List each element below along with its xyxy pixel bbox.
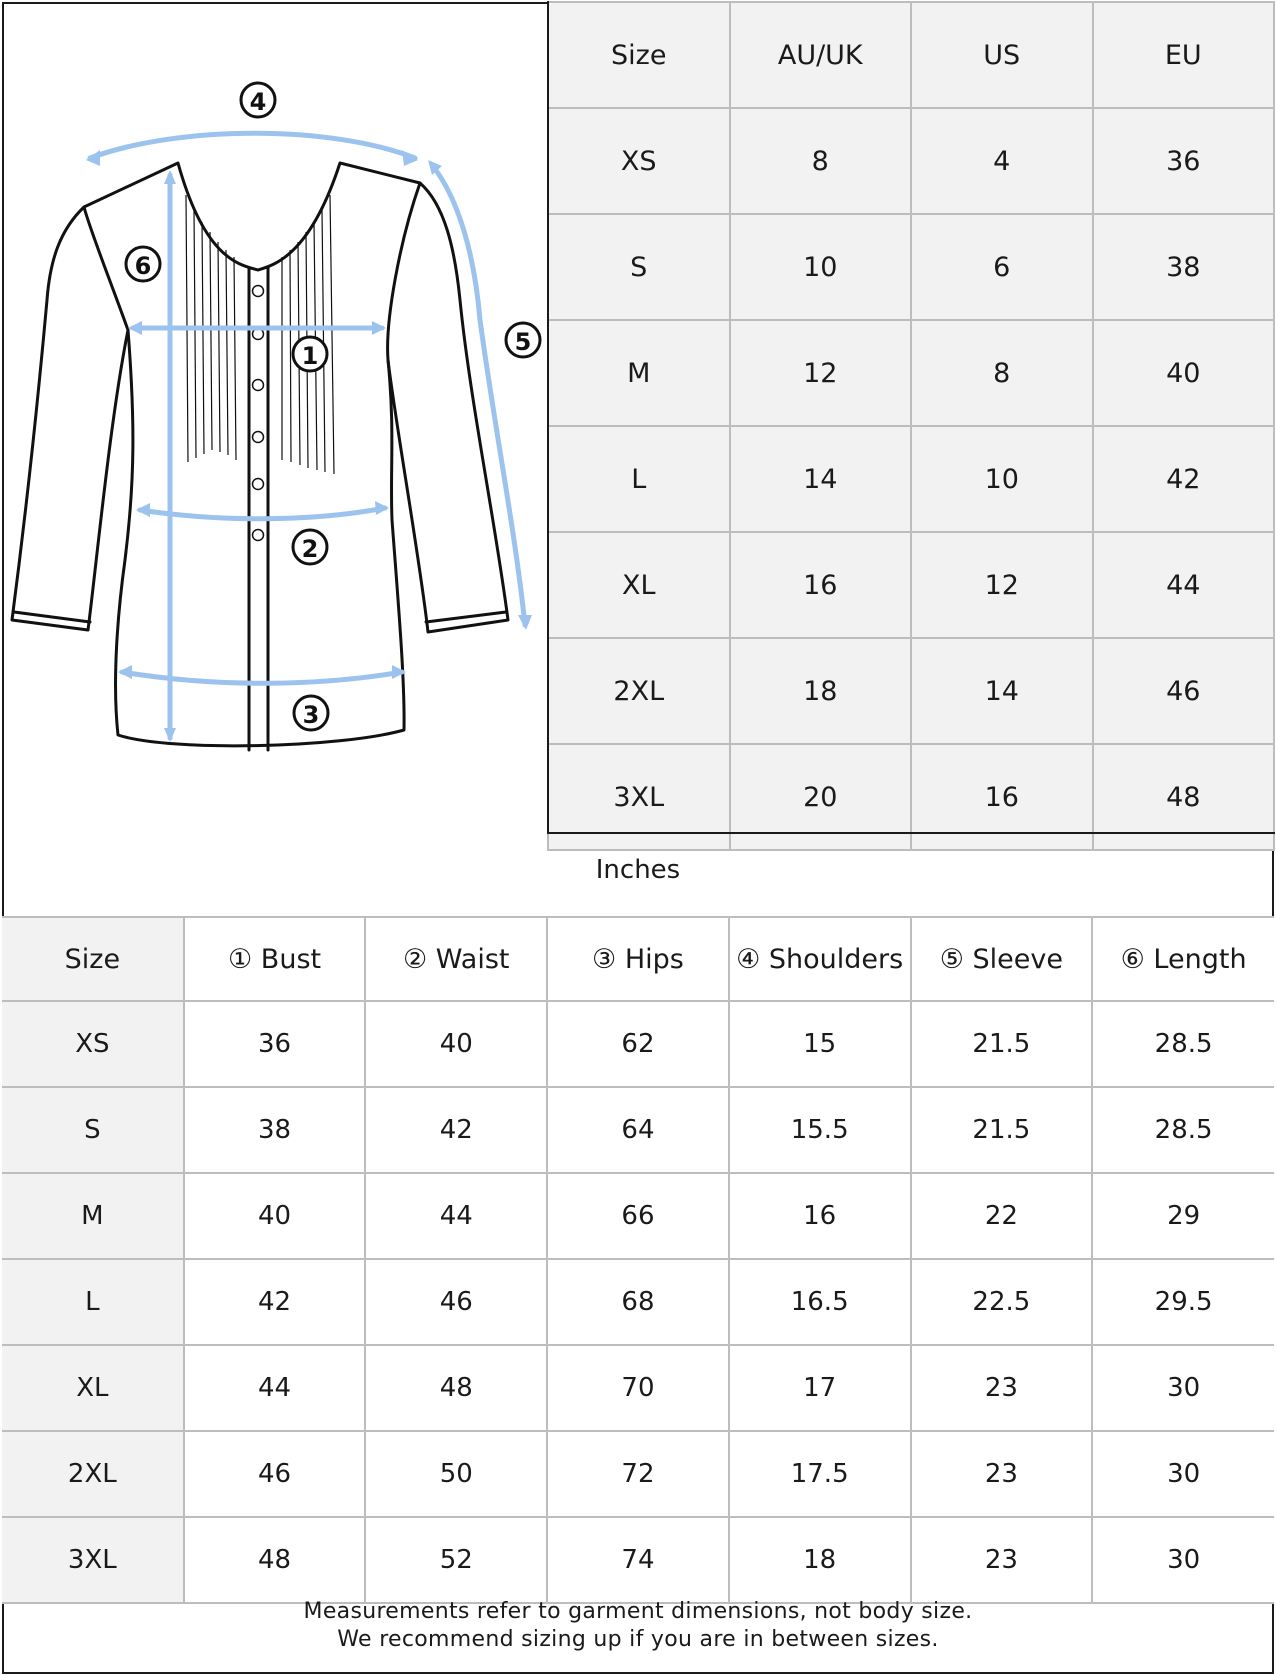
table-cell: 16	[729, 1173, 911, 1259]
marker-1-label: 1	[301, 342, 319, 370]
table-cell: 18	[729, 1517, 911, 1603]
table-cell: 16	[730, 532, 912, 638]
table-cell: 22	[911, 1173, 1093, 1259]
table-cell: 42	[1093, 426, 1275, 532]
header-cell: ② Waist	[365, 917, 547, 1001]
table-row	[548, 214, 1274, 320]
marker-3-label: 3	[302, 701, 320, 729]
buttons	[253, 286, 264, 541]
table-cell: 14	[911, 638, 1093, 744]
table-cell: 42	[184, 1259, 366, 1345]
marker-3	[294, 696, 328, 730]
size-cell: XL	[2, 1345, 184, 1431]
units-label: Inches	[595, 855, 681, 885]
table-cell: 16	[911, 744, 1093, 850]
marker-6	[126, 247, 160, 281]
table-row	[2, 1087, 1274, 1173]
table-cell: 23	[911, 1345, 1093, 1431]
table-cell: 22.5	[911, 1259, 1093, 1345]
header-cell: US	[911, 2, 1093, 108]
table-cell: 28.5	[1092, 1001, 1274, 1087]
size-cell: M	[548, 320, 730, 426]
garment-illustration	[0, 0, 548, 840]
table-cell: 30	[1092, 1345, 1274, 1431]
table-cell: 14	[730, 426, 912, 532]
header-cell: EU	[1093, 2, 1275, 108]
header-cell: ⑥ Length	[1092, 917, 1274, 1001]
size-conversion-table	[547, 1, 1275, 851]
table-cell: 36	[1093, 108, 1275, 214]
size-cell: 2XL	[548, 638, 730, 744]
table-cell: 40	[365, 1001, 547, 1087]
table-cell: 23	[911, 1431, 1093, 1517]
table-cell: 72	[547, 1431, 729, 1517]
table-cell: 28.5	[1092, 1087, 1274, 1173]
table-cell: 48	[1093, 744, 1275, 850]
table-cell: 70	[547, 1345, 729, 1431]
table-cell: 12	[911, 532, 1093, 638]
table-row	[2, 1517, 1274, 1603]
marker-4-label: 4	[249, 88, 267, 116]
hips-measure-line	[122, 672, 402, 683]
table-row	[2, 1259, 1274, 1345]
measurements-header-row	[2, 917, 1274, 1001]
table-cell: 62	[547, 1001, 729, 1087]
size-cell: M	[2, 1173, 184, 1259]
table-cell: 16.5	[729, 1259, 911, 1345]
size-cell: L	[2, 1259, 184, 1345]
table-cell: 64	[547, 1087, 729, 1173]
table-row	[548, 638, 1274, 744]
garment-diagram	[0, 0, 548, 840]
table-cell: 4	[911, 108, 1093, 214]
table-row	[2, 1345, 1274, 1431]
footnote	[2, 1598, 1274, 1654]
size-cell: L	[548, 426, 730, 532]
marker-2-label: 2	[301, 535, 319, 563]
table-cell: 52	[365, 1517, 547, 1603]
header-cell: ③ Hips	[547, 917, 729, 1001]
marker-1	[293, 337, 327, 371]
table-cell: 42	[365, 1087, 547, 1173]
size-cell: XS	[2, 1001, 184, 1087]
marker-5-label: 5	[514, 328, 532, 356]
table-row	[2, 1431, 1274, 1517]
conversion-header-row	[548, 2, 1274, 108]
table-cell: 17.5	[729, 1431, 911, 1517]
table-cell: 8	[730, 108, 912, 214]
table-cell: 17	[729, 1345, 911, 1431]
table-cell: 21.5	[911, 1001, 1093, 1087]
table-cell: 29.5	[1092, 1259, 1274, 1345]
size-cell: 2XL	[2, 1431, 184, 1517]
table-row	[2, 1001, 1274, 1087]
marker-4	[241, 83, 275, 117]
table-row	[548, 426, 1274, 532]
table-cell: 36	[184, 1001, 366, 1087]
table-cell: 23	[911, 1517, 1093, 1603]
marker-6-label: 6	[134, 252, 152, 280]
measurements-table	[2, 916, 1274, 1604]
header-cell: Size	[2, 917, 184, 1001]
table-row	[2, 1173, 1274, 1259]
table-cell: 48	[365, 1345, 547, 1431]
table-cell: 10	[911, 426, 1093, 532]
table-cell: 74	[547, 1517, 729, 1603]
footnote-line-2: We recommend sizing up if you are in between sizes.	[337, 1627, 939, 1652]
footnote-line-1: Measurements refer to garment dimensions, not body size.	[303, 1599, 973, 1624]
table-cell: 20	[730, 744, 912, 850]
size-cell: S	[2, 1087, 184, 1173]
table-cell: 15	[729, 1001, 911, 1087]
table-cell: 38	[184, 1087, 366, 1173]
sleeve-measure-line	[432, 165, 525, 625]
table-cell: 66	[547, 1173, 729, 1259]
table-cell: 46	[184, 1431, 366, 1517]
table-cell: 44	[184, 1345, 366, 1431]
table-cell: 38	[1093, 214, 1275, 320]
table-row	[548, 532, 1274, 638]
size-cell: S	[548, 214, 730, 320]
table-cell: 12	[730, 320, 912, 426]
table-cell: 30	[1092, 1431, 1274, 1517]
right-sleeve-outline	[388, 183, 508, 632]
table-cell: 6	[911, 214, 1093, 320]
header-cell: AU/UK	[730, 2, 912, 108]
table-cell: 48	[184, 1517, 366, 1603]
waist-measure-line	[140, 508, 385, 519]
size-cell: 3XL	[2, 1517, 184, 1603]
table-cell: 21.5	[911, 1087, 1093, 1173]
table-cell: 15.5	[729, 1087, 911, 1173]
header-cell: ⑤ Sleeve	[911, 917, 1093, 1001]
table-cell: 40	[184, 1173, 366, 1259]
left-sleeve-outline	[12, 207, 128, 630]
table-cell: 44	[1093, 532, 1275, 638]
size-cell: XL	[548, 532, 730, 638]
size-cell: XS	[548, 108, 730, 214]
table-cell: 10	[730, 214, 912, 320]
table-cell: 29	[1092, 1173, 1274, 1259]
table-row	[548, 320, 1274, 426]
size-cell: 3XL	[548, 744, 730, 850]
table-row	[548, 744, 1274, 850]
table-cell: 46	[365, 1259, 547, 1345]
table-cell: 50	[365, 1431, 547, 1517]
table-cell: 40	[1093, 320, 1275, 426]
table-cell: 46	[1093, 638, 1275, 744]
header-cell: ④ Shoulders	[729, 917, 911, 1001]
marker-2	[293, 530, 327, 564]
shoulder-measure-line	[90, 133, 415, 158]
header-cell: Size	[548, 2, 730, 108]
marker-5	[506, 323, 540, 357]
header-cell: ① Bust	[184, 917, 366, 1001]
table-cell: 30	[1092, 1517, 1274, 1603]
table-cell: 68	[547, 1259, 729, 1345]
table-row	[548, 108, 1274, 214]
table-cell: 44	[365, 1173, 547, 1259]
table-cell: 8	[911, 320, 1093, 426]
table-cell: 18	[730, 638, 912, 744]
